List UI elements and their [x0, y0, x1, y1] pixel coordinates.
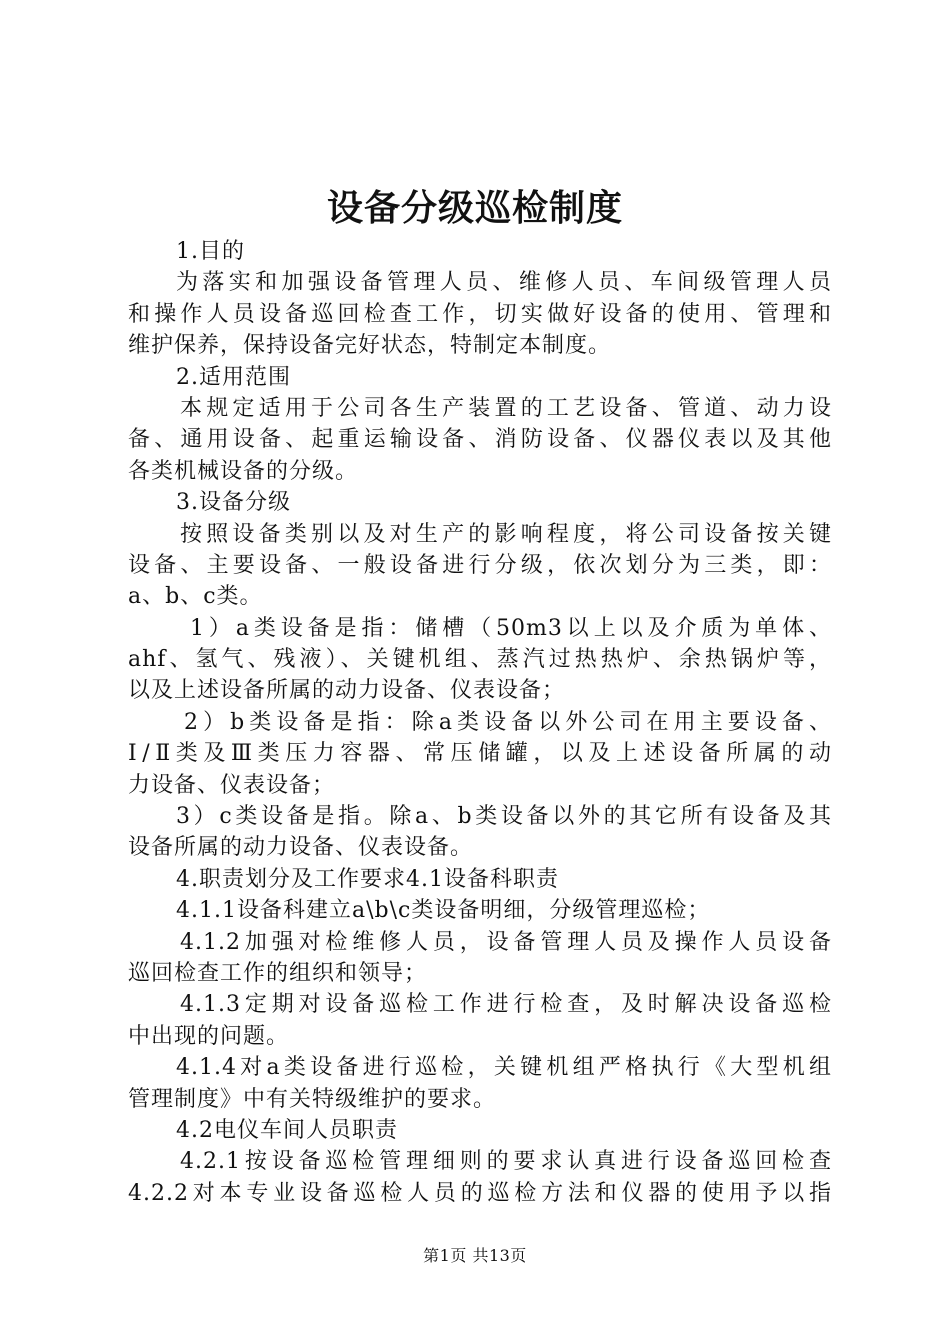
list-item-line: 3）c类设备是指。除a、b类设备以外的其它所有设备及其	[176, 804, 832, 830]
list-item-line: 管理制度》中有关特级维护的要求。	[128, 1086, 497, 1112]
paragraph-line: 为落实和加强设备管理人员、维修人员、车间级管理人员	[176, 270, 832, 296]
paragraph-line: 和操作人员设备巡回检查工作，切实做好设备的使用、管理和	[128, 301, 832, 327]
list-item-line: 力设备、仪表设备；	[128, 772, 336, 798]
section-heading: 3.设备分级	[176, 490, 291, 516]
list-item-line: 以及上述设备所属的动力设备、仪表设备；	[128, 678, 566, 704]
list-item-line: 4.1.4对a类设备进行巡检，关键机组严格执行《大型机组	[176, 1055, 832, 1081]
list-item-line: 4.1.1设备科建立a\b\c类设备明细，分级管理巡检；	[176, 898, 711, 924]
list-item-line: 4.2.2对本专业设备巡检人员的巡检方法和仪器的使用予以指	[128, 1180, 832, 1206]
paragraph-line: 设备、主要设备、一般设备进行分级，依次划分为三类，即：	[128, 552, 832, 578]
page-footer: 第1页 共13页	[423, 1246, 527, 1265]
document-body	[128, 236, 832, 1209]
paragraph-line: 维护保养，保持设备完好状态，特制定本制度。	[128, 333, 612, 359]
document-title: 设备分级巡检制度	[326, 188, 623, 229]
list-item-line: 设备所属的动力设备、仪表设备。	[128, 835, 474, 861]
list-item-line: 4.1.2加强对检维修人员，设备管理人员及操作人员设备	[180, 929, 832, 955]
list-item-line: 1）a类设备是指：储槽（50m3以上以及介质为单体、	[190, 615, 832, 641]
list-item-line: 巡回检查工作的组织和领导；	[128, 960, 428, 986]
list-item-line: Ⅰ/Ⅱ类及Ⅲ类压力容器、常压储罐，以及上述设备所属的动	[128, 741, 832, 767]
section-heading: 1.目的	[176, 239, 245, 264]
list-item-line: ahf、氢气、残液）、关键机组、蒸汽过热热炉、余热锅炉等，	[128, 647, 832, 673]
list-item-line: 中出现的问题。	[128, 1023, 290, 1049]
section-heading: 4.职责划分及工作要求4.1设备科职责	[176, 866, 559, 892]
list-item-line: 2）b类设备是指：除a类设备以外公司在用主要设备、	[184, 709, 832, 735]
paragraph-line: 备、通用设备、起重运输设备、消防设备、仪器仪表以及其他	[128, 427, 832, 453]
paragraph-line: a、b、c类。	[128, 584, 263, 610]
section-heading: 2.适用范围	[176, 364, 291, 390]
paragraph-line: 本规定适用于公司各生产装置的工艺设备、管道、动力设	[180, 395, 832, 421]
paragraph-line: 各类机械设备的分级。	[128, 458, 359, 484]
paragraph-line: 按照设备类别以及对生产的影响程度，将公司设备按关键	[180, 521, 832, 547]
section-heading: 4.2电仪车间人员职责	[176, 1117, 398, 1143]
list-item-line: 4.2.1按设备巡检管理细则的要求认真进行设备巡回检查	[180, 1149, 832, 1175]
list-item-line: 4.1.3定期对设备巡检工作进行检查，及时解决设备巡检	[180, 992, 832, 1018]
